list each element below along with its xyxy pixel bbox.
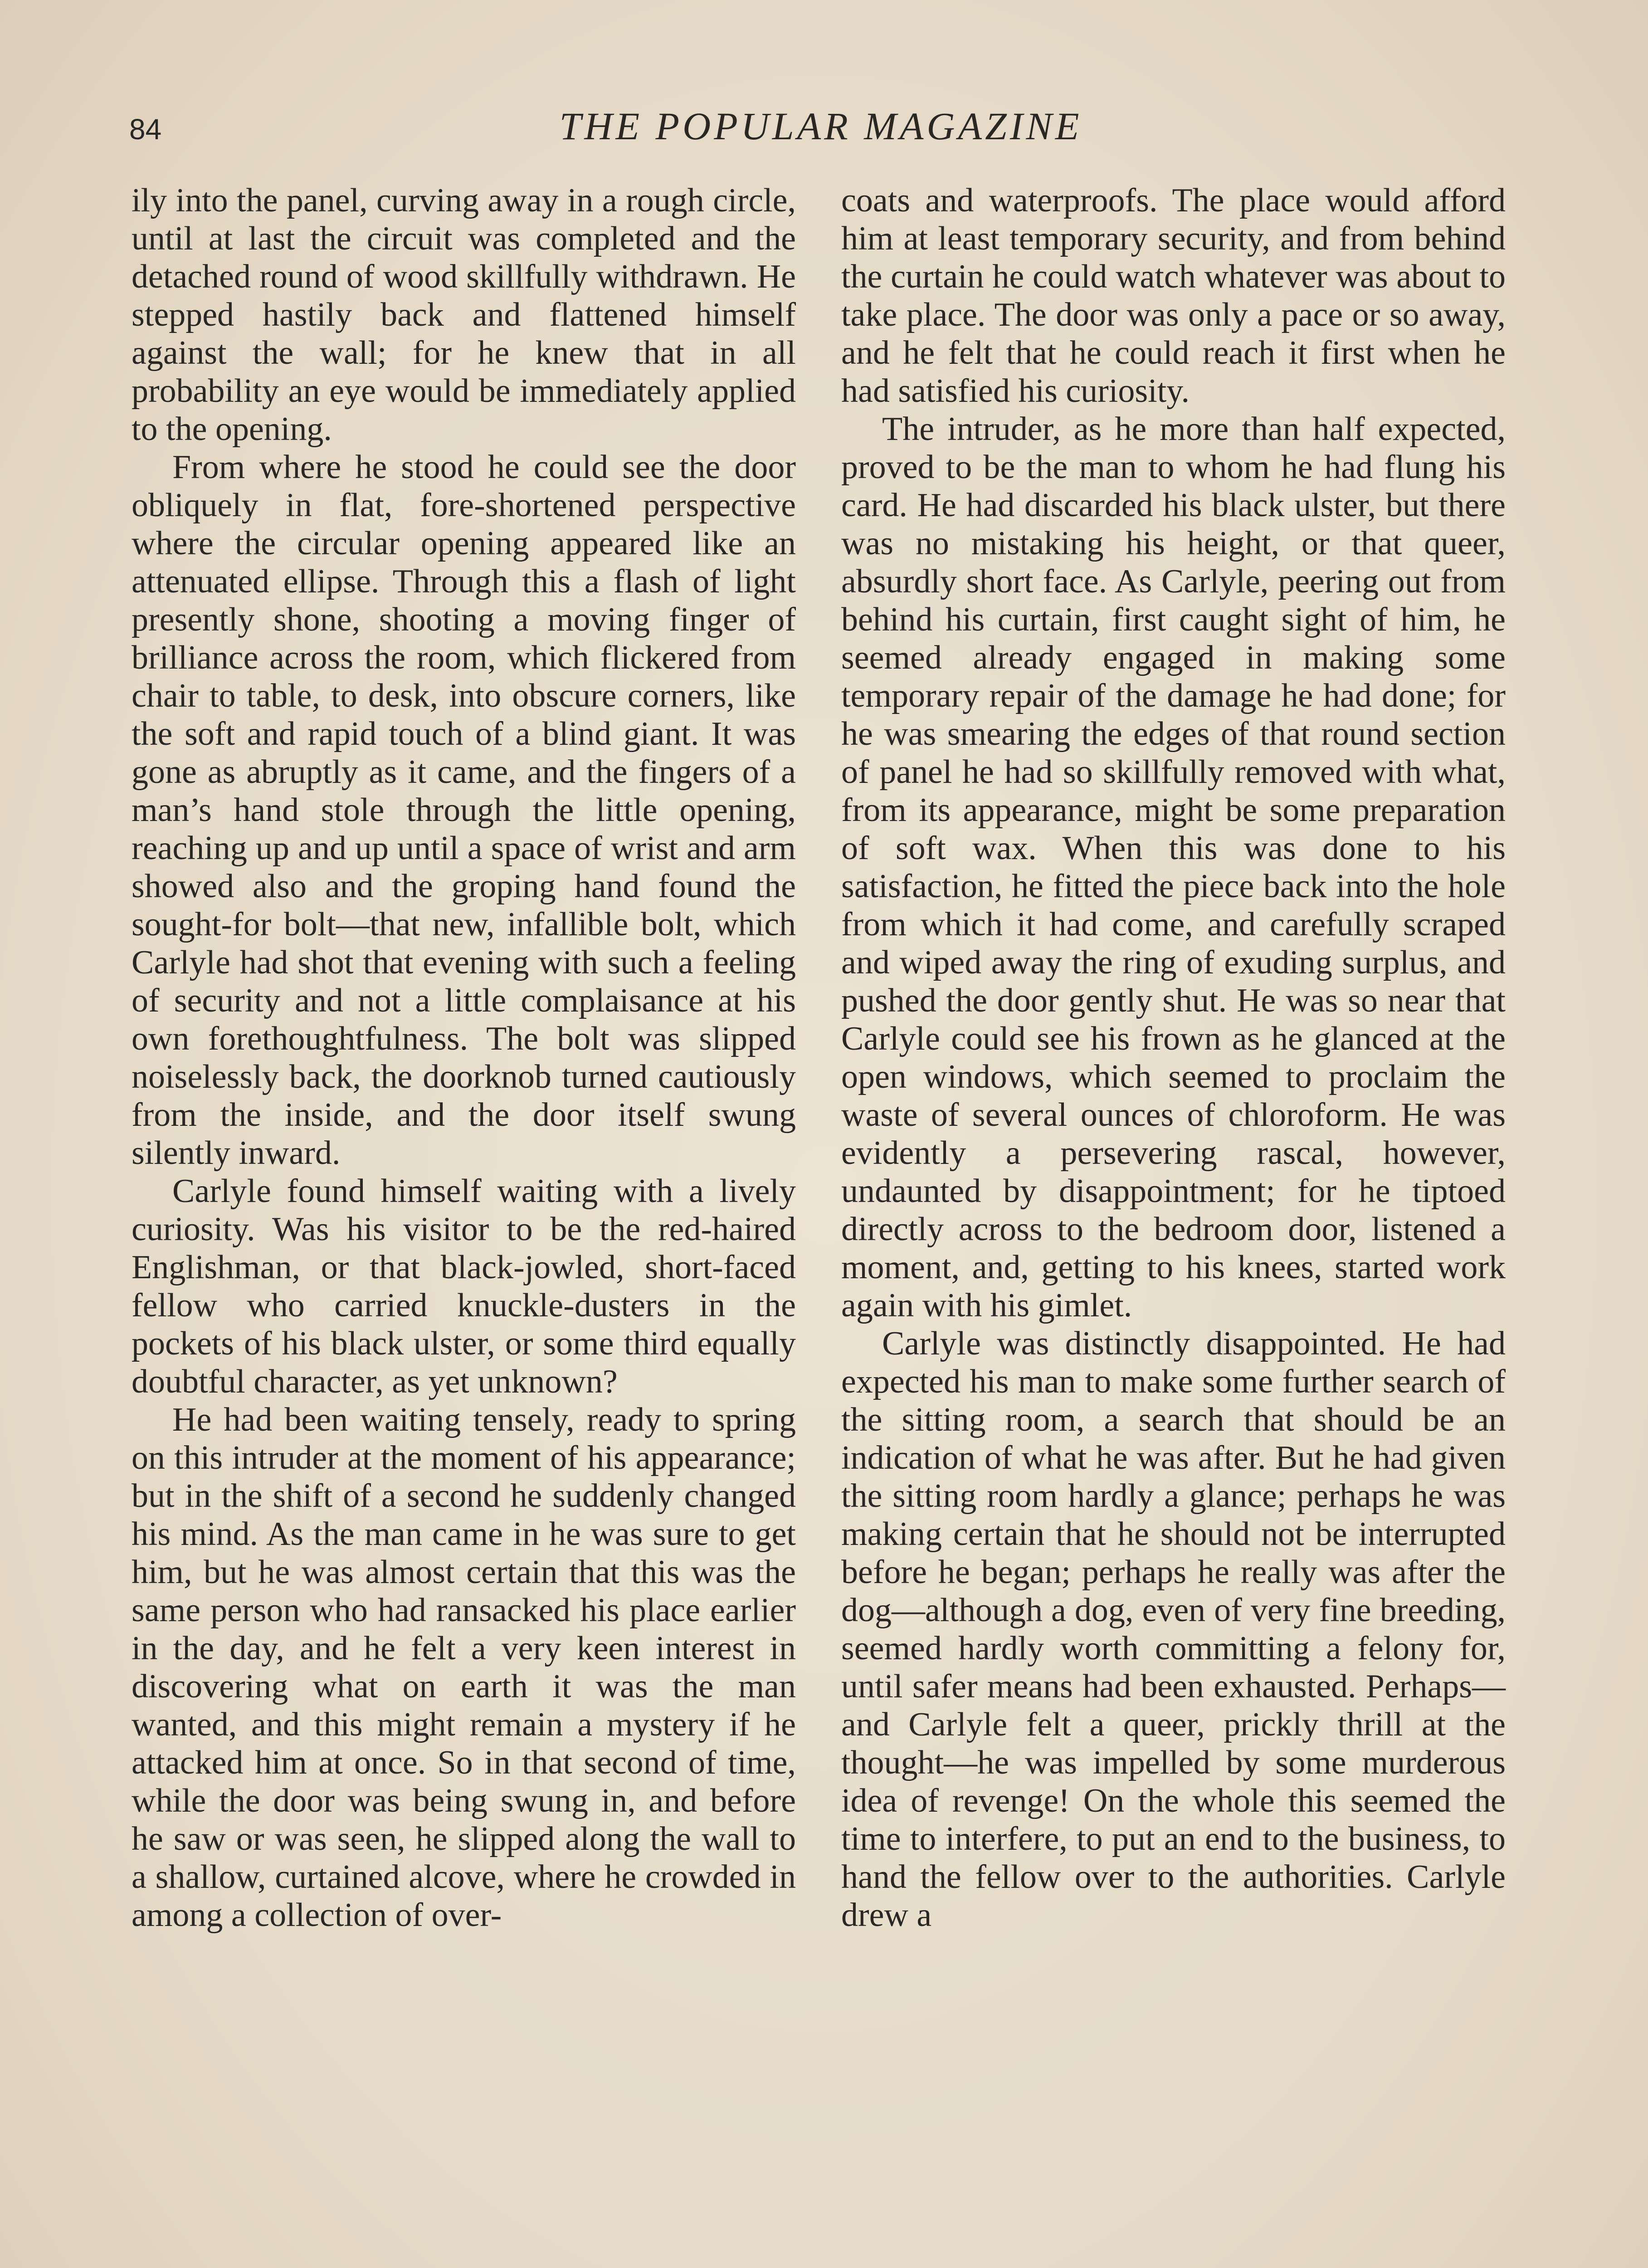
paragraph: The intruder, as he more than half expected, proved to be the man to whom he had flung his card. He had discarded his black ulster, but there was no mistaking his height, or that queer, absurdly short face. As Carlyle, peering out from behind his curtain, first caught sight of him, he seemed already engaged in making some temporary repair of the damage he had done; for he was smearing the edges of that round section of panel he had so skillfully removed with what, from its appearance, might be some preparation of soft wax. When this was done to his satisfaction, he fitted the piece back into the hole from which it had come, and carefully scraped and wiped away the ring of exuding surplus, and pushed the door gently shut. He was so near that Carlyle could see his frown as he glanced at the open windows, which seemed to proclaim the waste of several ounces of chloroform. He was evidently a persevering rascal, however, undaunted by disappointment; for he tiptoed directly across to the bedroom door, listened a moment, and, getting to his knees, started work again with his gimlet. <box>841 411 1506 1324</box>
paragraph: He had been waiting tensely, ready to spring on this intruder at the moment of his appearance; but in the shift of a second he suddenly changed his mind. As the man came in he was sure to get him, but he was almost certain that this was the same person who had ransacked his place earlier in the day, and he felt a very keen interest in discovering what on earth it was the man wanted, and this might remain a mystery if he attacked him at once. So in that second of time, while the door was being swung in, and before he saw or was seen, he slipped along the wall to a shallow, curtained alcove, where he crowded in among a collection of over- <box>132 1401 796 1934</box>
paragraph: Carlyle found himself waiting with a lively curiosity. Was his visitor to be the red-haired Englishman, or that black-jowled, short-faced fellow who carried knuckle-dusters in the pockets of his black ulster, or some third equally doubtful character, as yet unknown? <box>132 1173 796 1400</box>
paragraph: coats and waterproofs. The place would afford him at least temporary security, and from behind the curtain he could watch whatever was about to take place. The door was only a pace or so away, and he felt that he could reach it first when he had satisfied his curiosity. <box>841 182 1506 410</box>
paragraph: From where he stood he could see the door obliquely in flat, fore-shortened perspective where the circular opening appeared like an attenuated ellipse. Through this a flash of light presently shone, shooting a moving finger of brilliance across the room, which flickered from chair to table, to desk, into obscure corners, like the soft and rapid touch of a blind giant. It was gone as abruptly as it came, and the fingers of a man’s hand stole through the little opening, reaching up and up until a space of wrist and arm showed also and the groping hand found the sought-for bolt—that new, infallible bolt, which Carlyle had shot that evening with such a feeling of security and not a little complaisance at his own forethoughtfulness. The bolt was slipped noiselessly back, the doorknob turned cautiously from the inside, and the door itself swung silently inward. <box>132 449 796 1172</box>
paragraph: ily into the panel, curving away in a rough circle, until at last the circuit was completed and the detached round of wood skillfully withdrawn. He stepped hastily back and flattened himself against the wall; for he knew that in all probability an eye would be immediately applied to the opening. <box>132 182 796 448</box>
page-number: 84 <box>129 113 162 146</box>
left-column <box>132 181 796 1934</box>
right-column <box>841 181 1506 1934</box>
running-title: THE POPULAR MAGAZINE <box>559 104 1082 148</box>
paragraph: Carlyle was distinctly disappointed. He had expected his man to make some further search of the sitting room, a search that should be an indication of what he was after. But he had given the sitting room hardly a glance; perhaps he was making certain that he should not be interrupted before he began; perhaps he really was after the dog—although a dog, even of very fine breeding, seemed hardly worth committing a felony for, until safer means had been exhausted. Perhaps—and Carlyle felt a queer, prickly thrill at the thought—he was impelled by some murderous idea of revenge! On the whole this seemed the time to interfere, to put an end to the business, to hand the fellow over to the authorities. Carlyle drew a <box>841 1325 1506 1934</box>
